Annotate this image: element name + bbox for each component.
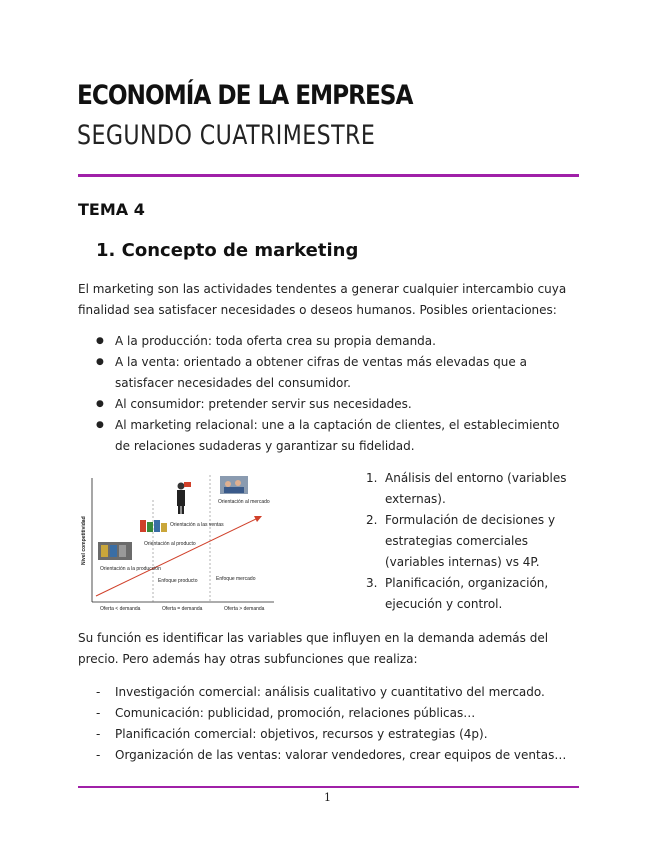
intro-paragraph: El marketing son las actividades tendentes a generar cualquier intercambio cuya finalidad sea satisfacer necesidades o deseos humanos. Posibles orientaciones: [78,282,567,317]
subfunction-text: Investigación comercial: análisis cualitativo y cuantitativo del mercado. [115,685,545,699]
list-item: ● Al marketing relacional: une a la captación de clientes, el establecimiento de relaciones sudaderas y garantizar su fidelidad. [96,415,576,457]
steps-list [366,468,581,615]
figure-ylabel: Nivel competitividad [81,516,87,565]
list-item: - Comunicación: publicidad, promoción, relaciones públicas… [96,706,476,720]
function-paragraph: Su función es identificar las variables que influyen en la demanda además del precio. Pero además hay otras subfunciones que realiza: [78,631,549,666]
box-label: Orientación a la producción [100,566,161,572]
subfunction-text: Planificación comercial: objetivos, recursos y estrategias (4p). [115,727,488,741]
list-item [366,468,581,510]
list-item: - Organización de las ventas: valorar vendedores, crear equipos de ventas… [96,748,567,762]
list-item [366,573,581,615]
x-tick-label: Oferta = demanda [162,606,203,612]
section-heading: 1. Concepto de marketing [96,240,359,261]
step-number: 2. [366,513,378,527]
step-number: 3. [366,576,378,590]
subfunction-text: Comunicación: publicidad, promoción, relaciones públicas… [115,706,476,720]
document-title: ECONOMÍA DE LA EMPRESA [77,80,413,111]
marketing-evolution-figure [78,470,278,615]
tema-heading: TEMA 4 [78,200,145,219]
step-number: 1. [366,471,378,485]
box-label: Orientación a las ventas [170,522,224,528]
document-subtitle: SEGUNDO CUATRIMESTRE [77,120,376,151]
header-divider [78,174,579,177]
x-tick-label: Oferta < demanda [100,606,141,612]
product-pictogram [140,520,167,532]
step-text: Formulación de decisiones y estrategias comerciales (variables internas) vs 4P. [385,513,556,569]
list-item: - Investigación comercial: análisis cualitativo y cuantitativo del mercado. [96,685,545,699]
list-item: - Planificación comercial: objetivos, recursos y estrategias (4p). [96,727,488,741]
x-tick-label: Oferta > demanda [224,606,265,612]
list-item [366,510,581,573]
salesman-pictogram [177,482,191,514]
zone-label: Enfoque mercado [216,576,256,582]
orientations-list [96,331,576,457]
market-pictogram [220,476,248,494]
step-text: Análisis del entorno (variables externas). [385,471,567,506]
box-label: Orientación al producto [144,541,196,547]
list-item: ● A la venta: orientado a obtener cifras de ventas más elevadas que a satisfacer necesidades del consumidor. [96,352,576,394]
step-text: Planificación, organización, ejecución y control. [385,576,549,611]
production-pictogram [98,542,132,560]
zone-label: Enfoque producto [158,578,198,584]
subfunction-text: Organización de las ventas: valorar vendedores, crear equipos de ventas… [115,748,567,762]
box-label: Orientación al mercado [218,499,270,505]
list-item: ● Al consumidor: pretender servir sus necesidades. [96,394,576,415]
footer-divider [78,786,579,788]
subfunctions-list [96,682,576,766]
page-number: 1 [324,791,331,804]
list-item: ● A la producción: toda oferta crea su propia demanda. [96,331,576,352]
